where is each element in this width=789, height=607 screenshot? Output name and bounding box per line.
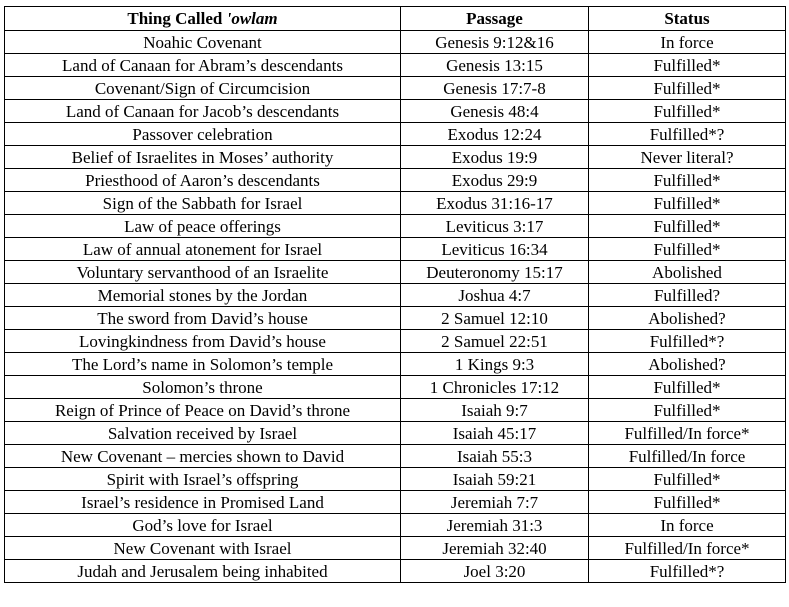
status-cell: Fulfilled* (589, 215, 786, 238)
table-row (5, 468, 786, 491)
table-row (5, 422, 786, 445)
header-owlam-term: 'owlam (226, 9, 278, 28)
passage-cell: Genesis 48:4 (401, 100, 589, 123)
table-row (5, 399, 786, 422)
passage-cell: Exodus 31:16-17 (401, 192, 589, 215)
thing-cell: Noahic Covenant (5, 31, 401, 54)
passage-cell: Jeremiah 32:40 (401, 537, 589, 560)
thing-cell: Israel’s residence in Promised Land (5, 491, 401, 514)
thing-cell: The Lord’s name in Solomon’s temple (5, 353, 401, 376)
passage-cell: Exodus 12:24 (401, 123, 589, 146)
passage-cell: Jeremiah 7:7 (401, 491, 589, 514)
status-cell: Fulfilled* (589, 77, 786, 100)
table-row (5, 31, 786, 54)
status-cell: Fulfilled* (589, 169, 786, 192)
header-status: Status (589, 7, 786, 31)
passage-cell: 2 Samuel 22:51 (401, 330, 589, 353)
table-row (5, 560, 786, 583)
status-cell: Fulfilled/In force* (589, 422, 786, 445)
status-cell: Fulfilled*? (589, 560, 786, 583)
table-row (5, 77, 786, 100)
status-cell: Fulfilled/In force* (589, 537, 786, 560)
passage-cell: Isaiah 59:21 (401, 468, 589, 491)
owlam-table (4, 6, 786, 583)
thing-cell: Passover celebration (5, 123, 401, 146)
table-row (5, 353, 786, 376)
table-row (5, 169, 786, 192)
status-cell: Abolished? (589, 307, 786, 330)
passage-cell: Isaiah 45:17 (401, 422, 589, 445)
status-cell: Fulfilled? (589, 284, 786, 307)
thing-cell: Land of Canaan for Abram’s descendants (5, 54, 401, 77)
table-row (5, 54, 786, 77)
table-row (5, 445, 786, 468)
table-row (5, 307, 786, 330)
table-row (5, 238, 786, 261)
status-cell: Fulfilled* (589, 100, 786, 123)
table-row (5, 146, 786, 169)
thing-cell: The sword from David’s house (5, 307, 401, 330)
status-cell: Fulfilled*? (589, 123, 786, 146)
thing-cell: Priesthood of Aaron’s descendants (5, 169, 401, 192)
status-cell: Fulfilled* (589, 491, 786, 514)
passage-cell: 2 Samuel 12:10 (401, 307, 589, 330)
table-row (5, 215, 786, 238)
passage-cell: Exodus 19:9 (401, 146, 589, 169)
table-row (5, 100, 786, 123)
status-cell: Fulfilled* (589, 468, 786, 491)
header-passage: Passage (401, 7, 589, 31)
thing-cell: God’s love for Israel (5, 514, 401, 537)
table-row (5, 376, 786, 399)
table-row (5, 514, 786, 537)
thing-cell: Reign of Prince of Peace on David’s throne (5, 399, 401, 422)
status-cell: Abolished (589, 261, 786, 284)
table-body (5, 31, 786, 583)
status-cell: In force (589, 514, 786, 537)
thing-cell: Sign of the Sabbath for Israel (5, 192, 401, 215)
thing-cell: Solomon’s throne (5, 376, 401, 399)
table-row (5, 537, 786, 560)
table-row (5, 284, 786, 307)
passage-cell: Genesis 13:15 (401, 54, 589, 77)
passage-cell: Genesis 9:12&16 (401, 31, 589, 54)
thing-cell: Lovingkindness from David’s house (5, 330, 401, 353)
status-cell: Never literal? (589, 146, 786, 169)
thing-cell: Belief of Israelites in Moses’ authority (5, 146, 401, 169)
table-row (5, 491, 786, 514)
thing-cell: Land of Canaan for Jacob’s descendants (5, 100, 401, 123)
table-row (5, 261, 786, 284)
passage-cell: Joel 3:20 (401, 560, 589, 583)
status-cell: Fulfilled* (589, 192, 786, 215)
status-cell: Fulfilled*? (589, 330, 786, 353)
status-cell: Fulfilled* (589, 54, 786, 77)
passage-cell: Exodus 29:9 (401, 169, 589, 192)
passage-cell: Leviticus 16:34 (401, 238, 589, 261)
status-cell: Fulfilled* (589, 238, 786, 261)
passage-cell: Isaiah 9:7 (401, 399, 589, 422)
thing-cell: Voluntary servanthood of an Israelite (5, 261, 401, 284)
thing-cell: Spirit with Israel’s offspring (5, 468, 401, 491)
passage-cell: Joshua 4:7 (401, 284, 589, 307)
passage-cell: Genesis 17:7-8 (401, 77, 589, 100)
thing-cell: New Covenant with Israel (5, 537, 401, 560)
thing-cell: Memorial stones by the Jordan (5, 284, 401, 307)
status-cell: Fulfilled* (589, 399, 786, 422)
passage-cell: Leviticus 3:17 (401, 215, 589, 238)
status-cell: In force (589, 31, 786, 54)
passage-cell: Isaiah 55:3 (401, 445, 589, 468)
header-row (5, 7, 786, 31)
thing-cell: New Covenant – mercies shown to David (5, 445, 401, 468)
passage-cell: Jeremiah 31:3 (401, 514, 589, 537)
status-cell: Fulfilled* (589, 376, 786, 399)
table-row (5, 330, 786, 353)
thing-cell: Law of annual atonement for Israel (5, 238, 401, 261)
thing-cell: Judah and Jerusalem being inhabited (5, 560, 401, 583)
thing-cell: Law of peace offerings (5, 215, 401, 238)
passage-cell: Deuteronomy 15:17 (401, 261, 589, 284)
passage-cell: 1 Kings 9:3 (401, 353, 589, 376)
header-thing-called (5, 7, 401, 31)
passage-cell: 1 Chronicles 17:12 (401, 376, 589, 399)
thing-cell: Salvation received by Israel (5, 422, 401, 445)
status-cell: Abolished? (589, 353, 786, 376)
table-row (5, 192, 786, 215)
table-row (5, 123, 786, 146)
status-cell: Fulfilled/In force (589, 445, 786, 468)
header-thing-prefix: Thing Called (127, 9, 227, 28)
thing-cell: Covenant/Sign of Circumcision (5, 77, 401, 100)
